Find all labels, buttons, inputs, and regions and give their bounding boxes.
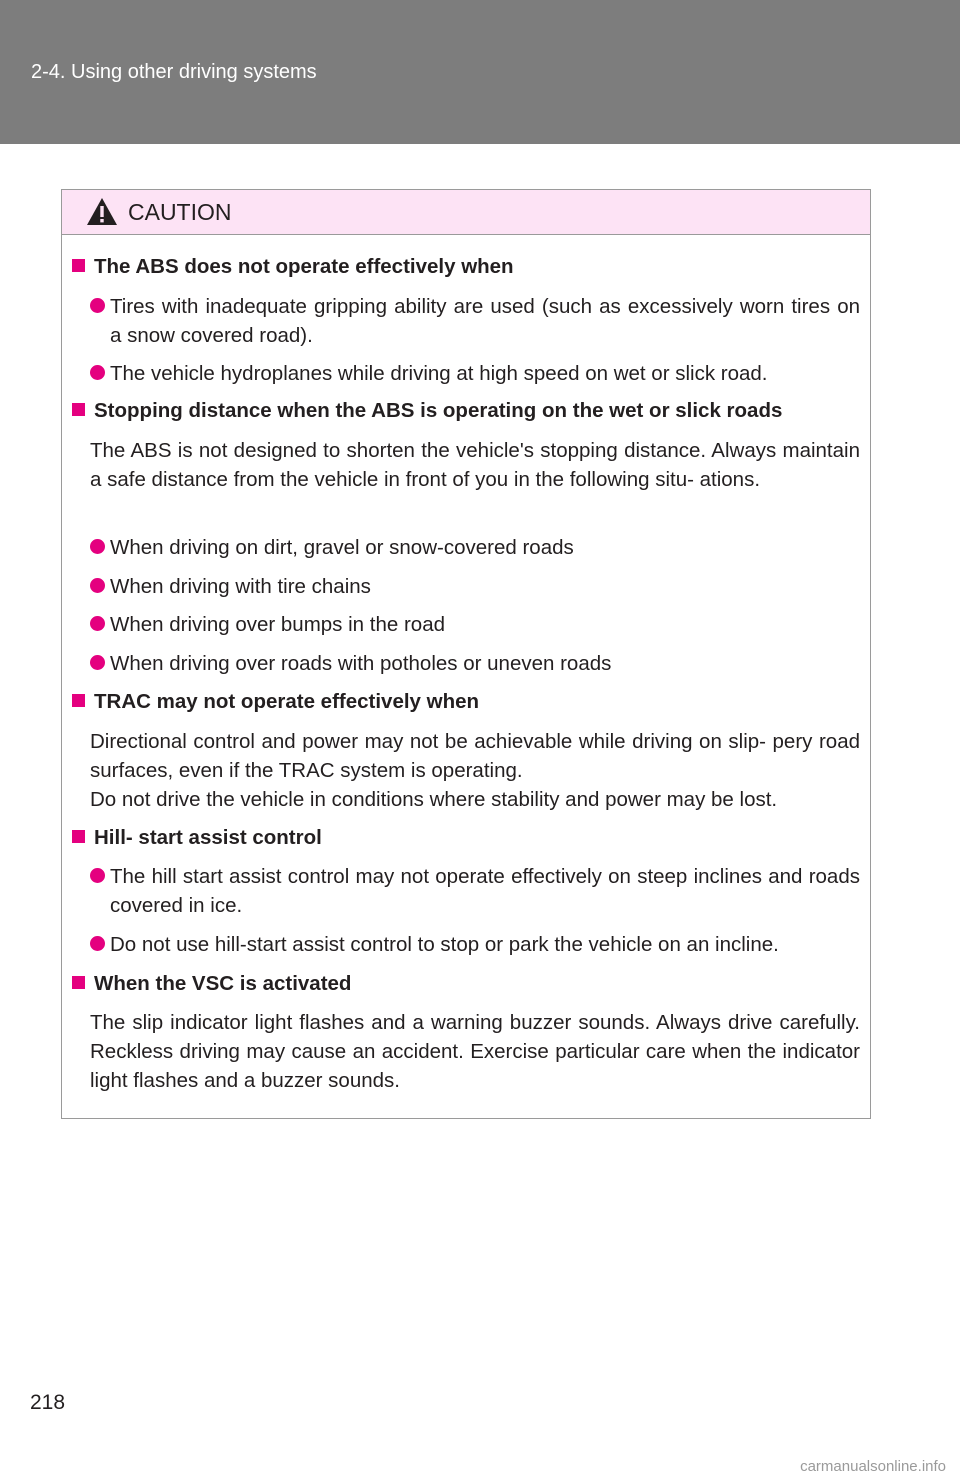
list-item: The hill start assist control may not operate effectively on steep inclines and roads covered in ice. xyxy=(90,862,860,920)
section-header xyxy=(0,0,960,144)
paragraph: The slip indicator light flashes and a warning buzzer sounds. Always drive carefully. Reckless driving may cause an accident. Exercise particular care when the indicator light flashes and a buzzer sounds. xyxy=(90,1011,860,1092)
list-item: The vehicle hydroplanes while driving at high speed on wet or slick road. xyxy=(90,359,860,388)
round-bullet-icon xyxy=(90,655,105,670)
paragraph: The ABS is not designed to shorten the vehicle's stopping distance. Always maintain a safe distance from the vehicle in front of you in the following situ- ations. xyxy=(90,439,860,491)
caution-title: CAUTION xyxy=(128,199,232,225)
section-heading-trac: TRAC may not operate effectively when xyxy=(72,688,479,716)
list-item: When driving on dirt, gravel or snow-covered roads xyxy=(90,533,860,562)
list-item: Do not use hill-start assist control to stop or park the vehicle on an incline. xyxy=(90,930,860,959)
section-heading-hill-start: Hill- start assist control xyxy=(72,824,322,852)
square-bullet-icon xyxy=(72,976,85,989)
list-item: When driving over roads with potholes or uneven roads xyxy=(90,649,860,678)
round-bullet-icon xyxy=(90,616,105,631)
caution-box xyxy=(61,189,871,1119)
list-item: When driving over bumps in the road xyxy=(90,610,860,639)
caution-header xyxy=(62,190,870,235)
warning-triangle-icon xyxy=(86,197,118,226)
list-item: When driving with tire chains xyxy=(90,572,860,601)
paragraph: Do not drive the vehicle in conditions where stability and power may be lost. xyxy=(90,788,778,811)
page-number: 218 xyxy=(30,1391,66,1414)
round-bullet-icon xyxy=(90,578,105,593)
round-bullet-icon xyxy=(90,539,105,554)
list-item: Tires with inadequate gripping ability are used (such as excessively worn tires on a snow covered road). xyxy=(90,292,860,350)
watermark: carmanualsonline.info xyxy=(800,1458,946,1475)
section-heading-vsc: When the VSC is activated xyxy=(72,970,351,998)
square-bullet-icon xyxy=(72,259,85,272)
square-bullet-icon xyxy=(72,830,85,843)
paragraph: Directional control and power may not be achievable while driving on slip- pery road surfaces, even if the TRAC system is operating. xyxy=(90,730,860,782)
section-heading-abs: The ABS does not operate effectively when xyxy=(72,253,514,281)
round-bullet-icon xyxy=(90,298,105,313)
round-bullet-icon xyxy=(90,936,105,951)
section-heading-stopping-distance: Stopping distance when the ABS is operating on the wet or slick roads xyxy=(72,397,782,425)
square-bullet-icon xyxy=(72,403,85,416)
round-bullet-icon xyxy=(90,365,105,380)
section-title: 2-4. Using other driving systems xyxy=(31,61,317,83)
round-bullet-icon xyxy=(90,868,105,883)
square-bullet-icon xyxy=(72,694,85,707)
